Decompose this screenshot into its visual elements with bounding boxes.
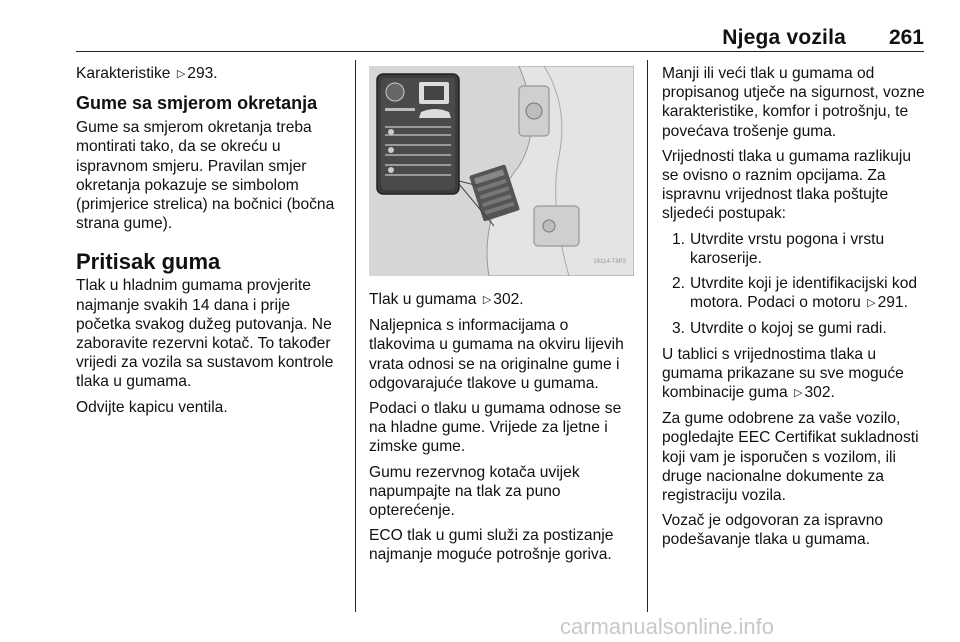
list-item: 1. Utvrdite vrstu pogona i vrstu karoserije.: [672, 230, 885, 267]
column-divider-1: [355, 60, 356, 612]
page-ref-link[interactable]: 291.: [877, 294, 908, 312]
paragraph-directional: Gume sa smjerom okretanja treba montirati tako, da se okreću u ispravnom smjeru. Pravilan smjer okretanja pokazuje se simbolom (primjerice strelica) na bočnici (bočna strana gume).: [76, 119, 335, 233]
heading-directional-tyres: Gume sa smjerom okretanja: [76, 93, 318, 114]
page-ref-arrow-icon: ▷: [482, 294, 492, 306]
section-title: Njega vozila: [722, 26, 846, 49]
page-ref-link[interactable]: 302.: [493, 291, 524, 308]
paragraph-valve: Odvijte kapicu ventila.: [76, 398, 228, 416]
paragraph-cold-tyres: Podaci o tlaku u gumama odnose se na hladne gume. Vrijede za ljetne i zimske gume.: [369, 400, 622, 456]
watermark: carmanualsonline.info: [560, 614, 775, 639]
characteristics-ref: Karakteristike ▷ 293.: [76, 64, 342, 84]
paragraph-label-info: Naljepnica s informacijama o tlakovima u gumama na okviru lijevih vrata odnosi se na originalne gume i odgovarajuće tlakove u gumama.: [369, 317, 624, 392]
door-frame-drawing: [369, 66, 634, 276]
paragraph-pressure-effects: Manji ili veći tlak u gumama od propisanog utječe na sigurnost, vozne karakteristike, komfor i potrošnju, te povećava trošenje guma.: [662, 65, 925, 140]
header-rule: [76, 51, 924, 52]
column-divider-2: [647, 60, 648, 612]
column-3: [662, 64, 928, 556]
page-header: [76, 26, 924, 52]
page-ref-arrow-icon: ▷: [176, 68, 186, 80]
paragraph-spare-wheel: Gumu rezervnog kotača uvijek napumpajte na tlak za puno opterećenje.: [369, 463, 580, 520]
page-ref-arrow-icon: ▷: [794, 387, 803, 400]
page-ref-link[interactable]: 293.: [187, 65, 218, 82]
paragraph-eco: ECO tlak u gumi služi za postizanje najmanje moguće potrošnje goriva.: [369, 527, 614, 564]
column-1: [76, 64, 342, 423]
paragraph-table-combinations: U tablici s vrijednostima tlaka u gumama prikazane su sve moguće kombinacije guma ▷ 302.: [662, 345, 928, 404]
page-ref-arrow-icon: ▷: [867, 297, 876, 310]
paragraph-pressure-values: Vrijednosti tlaka u gumama razlikuju se ovisno o raznim opcijama. Za ispravnu vrijednost tlaka poštujte sljedeći postupak:: [662, 147, 912, 223]
procedure-steps: [662, 230, 928, 339]
paragraph-pressure: Tlak u hladnim gumama provjerite najmanje svakih 14 dana i prije početka svakog dužeg putovanja. Ne zaboravite rezervni kotač. To također vrijedi za vozila sa sustavom kontrole tlaka u gumama.: [76, 277, 334, 391]
list-item: 2. Utvrdite koji je identifikacijski kod motora. Podaci o motoru ▷ 291.: [662, 274, 928, 313]
list-item: 3. Utvrdite o kojoj se gumi radi.: [672, 320, 887, 338]
tyre-label-illustration: [369, 66, 634, 276]
paragraph-driver-responsibility: Vozač je odgovoran za ispravno podešavanje tlaka u gumama.: [662, 512, 884, 549]
heading-tyre-pressure: Pritisak guma: [76, 249, 221, 275]
figure-code: 16114-T8P3: [593, 258, 626, 265]
paragraph-eec-certificate: Za gume odobrene za vaše vozilo, pogledajte EEC Certifikat sukladnosti koji vam je isporučen s vozilom, ili druge nacionalne dokumente za registraciju vozila.: [662, 410, 919, 505]
page-ref-link[interactable]: 302.: [804, 384, 835, 402]
column-2: [369, 66, 634, 571]
tyre-pressure-ref: Tlak u gumama ▷ 302.: [369, 290, 634, 310]
page-number: 261: [888, 26, 924, 49]
